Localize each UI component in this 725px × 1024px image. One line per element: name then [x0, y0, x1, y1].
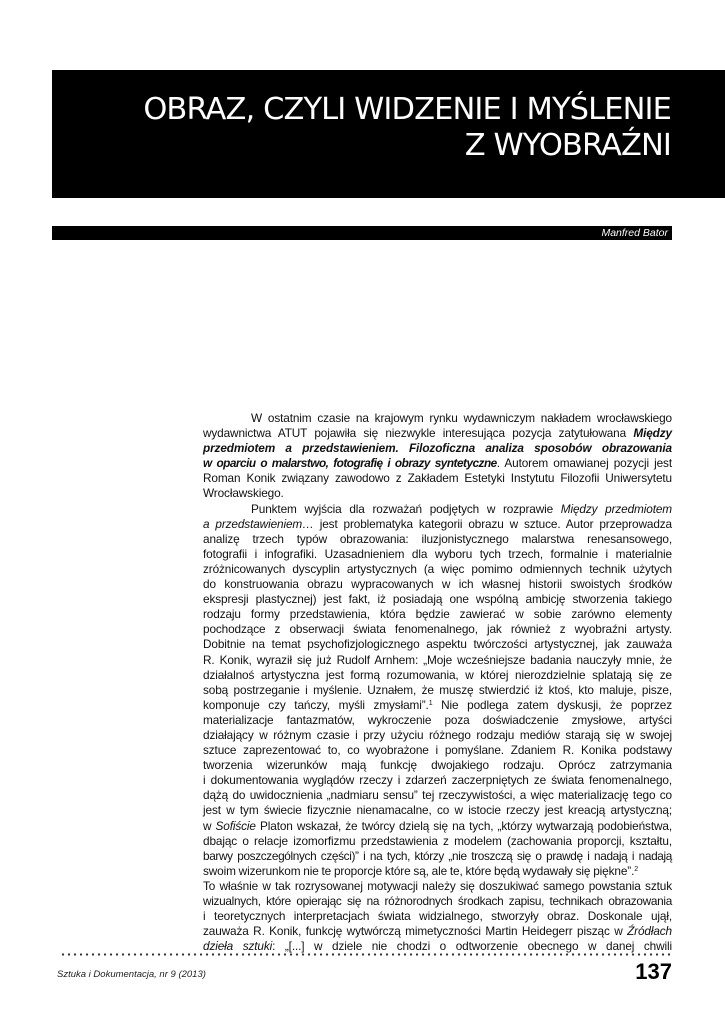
text-line: wydawnictwa ATUT pojawiła się niezwykle interesująca pozycja zatytułowana Między [203, 426, 672, 441]
footer-dotted-rule [60, 953, 672, 956]
text-line: Punktem wyjścia dla rozważań podjętych w rozprawie Między przedmiotem [251, 501, 673, 516]
text-line: materializacje fantazmatów, wykroczenie poza doświadczenie zmysłowe, artyści [203, 712, 672, 727]
text-line: sztuce zaprezentować to, co wyobrażone i pomyślane. Zdaniem R. Konika podstawy [203, 743, 672, 758]
text-line: przedmiotem a przedstawieniem. Filozoficzna analiza sposobów obrazowania [203, 441, 672, 456]
text-line: Dobitnie na temat psychofizjologicznego aspektu twórczości artystycznej, jak zauważa [203, 637, 672, 652]
page-number: 137 [635, 959, 672, 984]
author-name: Manfred Bator [601, 227, 668, 239]
text-line: barwy poszczególnych części)” i na tych, którzy „nie troszczą się o prawdę i nadają i nadają [203, 848, 672, 863]
text-line: sobą postrzeganie i myślenie. Uznałem, że muszę stwierdzić iż ktoś, kto maluje, pisze, [203, 682, 672, 697]
text-line: analizę trzech typów obrazowania: iluzjonistycznego malarstwa renesansowego, [203, 531, 672, 546]
text-line: zróżnicowanych dyscyplin artystycznych (a więc pomimo odmiennych technik użytych [203, 561, 672, 576]
text-line: działalnoś artystyczna jest formą rozumowania, w której nierozdzielnie splatają się ze [203, 667, 672, 682]
text-line: w Sofiście Platon wskazał, że twórcy dzielą się na tych, „którzy wytwarzają podobieństwa, [203, 818, 672, 833]
text-line: jest w tym świecie fizycznie nienamacalne, co w istocie rzeczy jest kreacją artystyczną; [203, 803, 672, 818]
text-line: a przedstawieniem… jest problematyka kategorii obrazu w sztuce. Autor przeprowadza [203, 516, 672, 531]
text-line: w oparciu o malarstwo, fotografię i obrazy syntetyczne. Autorem omawianej pozycji jest [203, 456, 672, 471]
text-line: dążą do uwidocznienia „nadmiaru sensu” tej rzeczywistości, a więc materializację tego co [203, 788, 672, 803]
article-body [203, 411, 672, 954]
title-line-1: OBRAZ, CZYLI WIDZENIE I MYŚLENIE [143, 92, 671, 127]
title-banner [52, 70, 725, 198]
text-line: działający w różnym czasie i przy użyciu różnego rodzaju mediów starają się w swojej [203, 727, 672, 742]
text-line: rodzaju formy przedstawienia, która będzie zawierać w sobie zarówno elementy [203, 607, 672, 622]
title-line-2: Z WYOBRAŹNI [464, 128, 671, 163]
text-line: swoim wizerunkom nie te proporcje które są, ale te, które będą wydawały się piękne”.$^2$ [203, 863, 639, 878]
footnote-ref-2: 2 [634, 865, 639, 873]
text-line: Roman Konik związany zawodowo z Zakładem Estetyki Instytutu Filozofii Uniwersytetu [203, 471, 672, 486]
author-banner [52, 226, 672, 240]
text-line: tworzenia wizerunków mają funkcję dwojakiego rodzaju. Oprócz zatrzymania [203, 758, 672, 773]
text-line: ekspresji plastycznej) jest fakt, iż posiadają one wspólną ambicję stworzenia takiego [203, 592, 672, 607]
paragraph-2 [203, 502, 672, 955]
text-line: komponuje czy tańczy, myśli zmysłami”.$^1$ Nie podlega zatem dyskusji, że poprzez [203, 697, 672, 712]
text-line: fotografii i infografiki. Uzasadnieniem dla wyboru tych trzech, formalnie i materialnie [203, 546, 672, 561]
text-line: i teoretycznych interpretacjach świata widzialnego, stworzyły obraz. Doskonale ujął, [203, 909, 672, 924]
text-line: zauważa R. Konik, funkcję wytwórczą mimetyczności Martin Heidegerr pisząc w Źródłach [203, 924, 672, 939]
text-line: i dokumentowania wyglądów rzeczy i zdarzeń zaczerpniętych ze świata fenomenalnego, [203, 773, 672, 788]
text-line: R. Konik, wyraził się już Rudolf Arnhem: „Moje wcześniejsze badania nauczyły mnie, że [203, 652, 672, 667]
footnote-ref-1: 1 [428, 699, 433, 707]
text-line: dzieła sztuki: „[...] w dziele nie chodzi o odtworzenie obecnego w danej chwili [203, 939, 672, 954]
text-line: dbając o relacje izomorfizmu przedstawienia z modelem (zachowania proporcji, kształtu, [203, 833, 672, 848]
text-line: do konstruowania obrazu wypracowanych w ich własnej historii swoistych środków [203, 577, 672, 592]
article-title [143, 92, 671, 164]
text-line: To właśnie w tak rozrysowanej motywacji należy się doszukiwać samego powstania sztuk [203, 878, 672, 893]
text-line: W ostatnim czasie na krajowym rynku wydawniczym nakładem wrocławskiego [251, 411, 672, 425]
text-line: pochodzące z obserwacji świata fenomenalnego, jak również z wyobraźni artysty. [203, 622, 672, 637]
paragraph-1 [203, 411, 672, 502]
text-line: Wrocławskiego. [203, 486, 284, 501]
journal-reference: Sztuka i Dokumentacja, nr 9 (2013) [57, 969, 206, 980]
text-line: wizualnych, które opierając się na różnorodnych środkach zapisu, technikach obrazowania [203, 894, 672, 908]
